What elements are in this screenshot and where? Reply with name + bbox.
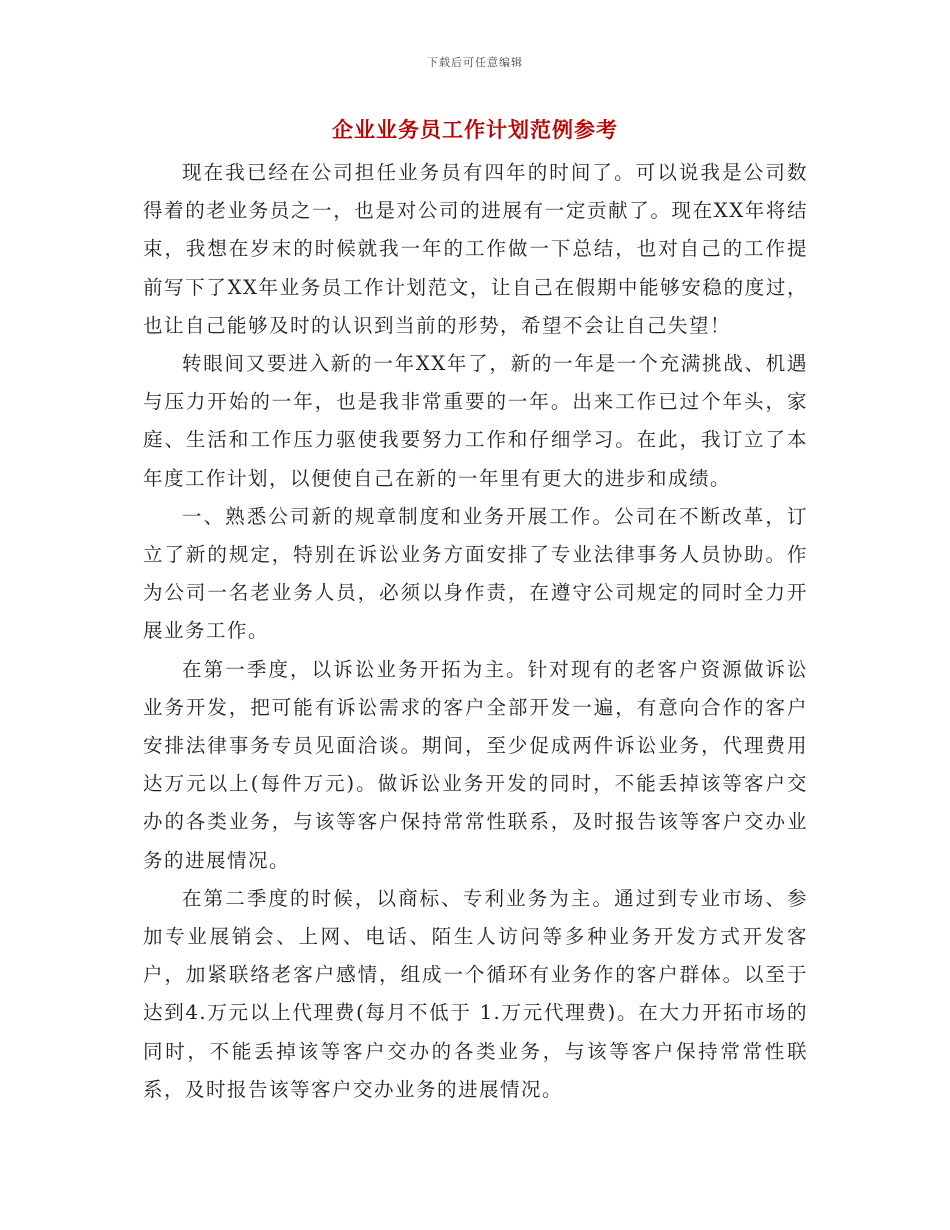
paragraph-intro: 现在我已经在公司担任业务员有四年的时间了。可以说我是公司数得着的老业务员之一，也是对公司的进展有一定贡献了。现在XX年将结束，我想在岁末的时候就我一年的工作做一下总结，也对自己的工作提前写下了XX年业务员工作计划范文，让自己在假期中能够安稳的度过，也让自己能够及时的认识到当前的形势，希望不会让自己失望！ (143, 161, 808, 337)
document-body (143, 154, 808, 1109)
paragraph-first-quarter: 在第一季度，以诉讼业务开拓为主。针对现有的老客户资源做诉讼业务开发，把可能有诉讼需求的客户全部开发一遍，有意向合作的客户安排法律事务专员见面洽谈。期间，至少促成两件诉讼业务，代理费用达万元以上(每件万元)。做诉讼业务开发的同时，不能丢掉该等客户交办的各类业务，与该等客户保持常常性联系，及时报告该等客户交办业务的进展情况。 (143, 657, 808, 872)
header-note: 下载后可任意编辑 (427, 56, 523, 69)
paragraph-second-quarter: 在第二季度的时候，以商标、专利业务为主。通过到专业市场、参加专业展销会、上网、电话、陌生人访问等多种业务开发方式开发客户，加紧联络老客户感情，组成一个循环有业务作的客户群体。以至于达到4.万元以上代理费(每月不低于 1.万元代理费)。在大力开拓市场的同时，不能丢掉该等客户交办的各类业务，与该等客户保持常常性联系，及时报告该等客户交办业务的进展情况。 (143, 886, 808, 1101)
paragraph-new-year: 转眼间又要进入新的一年XX年了，新的一年是一个充满挑战、机遇与压力开始的一年，也是我非常重要的一年。出来工作已过个年头，家庭、生活和工作压力驱使我要努力工作和仔细学习。在此，我订立了本年度工作计划，以便使自己在新的一年里有更大的进步和成绩。 (143, 352, 808, 490)
paragraph-section-one: 一、熟悉公司新的规章制度和业务开展工作。公司在不断改革，订立了新的规定，特别在诉讼业务方面安排了专业法律事务人员协助。作为公司一名老业务人员，必须以身作责，在遵守公司规定的同时全力开展业务工作。 (143, 504, 808, 643)
document-title: 企业业务员工作计划范例参考 (332, 117, 618, 142)
